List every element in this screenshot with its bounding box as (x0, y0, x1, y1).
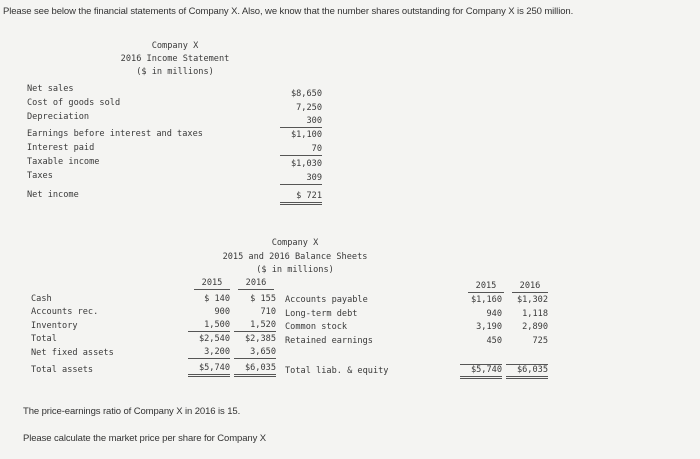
income-value-net-sales: $8,650 (290, 89, 322, 99)
income-label-ebit: Earnings before interest and taxes (27, 129, 203, 139)
asset-2015-cash: $ 140 (204, 294, 230, 304)
asset-2015-total: $2,540 (198, 334, 230, 344)
income-label-taxes: Taxes (27, 171, 53, 181)
income-label-depreciation: Depreciation (27, 112, 90, 122)
liab-2015-long-term-debt: 940 (486, 309, 502, 319)
income-label-net-income: Net income (27, 190, 79, 200)
income-value-ebit: $1,100 (290, 130, 322, 140)
asset-label-net-fixed: Net fixed assets (31, 348, 114, 358)
asset-2015-inventory: 1,500 (188, 320, 230, 332)
income-label-net-sales: Net sales (27, 84, 74, 94)
asset-label-accounts-rec: Accounts rec. (31, 307, 99, 317)
asset-2015-total-assets: $5,740 (188, 363, 230, 377)
balance-header-title: 2015 and 2016 Balance Sheets (222, 252, 368, 262)
asset-2016-accounts-rec: 710 (260, 307, 276, 317)
asset-2016-cash: $ 155 (250, 294, 276, 304)
liab-2016-common-stock: 2,890 (522, 322, 548, 332)
income-value-taxes: 309 (280, 173, 322, 185)
asset-2016-inventory: 1,520 (234, 320, 276, 332)
liab-2016-total: $6,035 (506, 364, 548, 379)
asset-2016-total-assets: $6,035 (234, 363, 276, 377)
liab-label-total: Total liab. & equity (285, 366, 389, 376)
liab-label-long-term-debt: Long-term debt (285, 309, 358, 319)
asset-2016-total: $2,385 (244, 334, 276, 344)
liab-year-2016: 2016 (512, 281, 548, 293)
income-label-interest: Interest paid (27, 143, 95, 153)
asset-label-total-assets: Total assets (31, 365, 94, 375)
income-value-net-income: $ 721 (280, 190, 322, 205)
liab-2015-common-stock: 3,190 (476, 322, 502, 332)
liab-2016-retained-earnings: 725 (532, 336, 548, 346)
income-value-interest: 70 (280, 144, 322, 156)
liab-label-accounts-payable: Accounts payable (285, 295, 368, 305)
liab-2016-long-term-debt: 1,118 (522, 309, 548, 319)
liab-label-common-stock: Common stock (285, 322, 348, 332)
income-header-units: ($ in millions) (136, 67, 214, 77)
asset-label-total: Total (31, 334, 57, 344)
liab-2015-accounts-payable: $1,160 (470, 295, 502, 305)
income-label-taxable: Taxable income (27, 157, 100, 167)
asset-year-2015: 2015 (194, 278, 230, 290)
income-label-cogs: Cost of goods sold (27, 98, 121, 108)
asset-year-2016: 2016 (238, 278, 274, 290)
question-text: Please calculate the market price per share for Company X (23, 433, 267, 444)
liab-label-retained-earnings: Retained earnings (285, 336, 373, 346)
asset-label-cash: Cash (31, 294, 52, 304)
pe-ratio-text: The price-earnings ratio of Company X in 2016 is 15. (23, 406, 241, 417)
income-value-cogs: 7,250 (296, 103, 322, 113)
liab-year-2015: 2015 (468, 281, 504, 293)
income-value-taxable: $1,030 (290, 159, 322, 169)
liab-2016-accounts-payable: $1,302 (516, 295, 548, 305)
asset-label-inventory: Inventory (31, 321, 78, 331)
balance-header-units: ($ in millions) (256, 265, 334, 275)
balance-header-company: Company X (271, 238, 319, 248)
liab-2015-retained-earnings: 450 (486, 336, 502, 346)
intro-text: Please see below the financial statements of Company X. Also, we know that the number shares outstanding for Company X is 250 million. (3, 6, 574, 17)
asset-2016-net-fixed: 3,650 (234, 347, 276, 359)
asset-2015-accounts-rec: 900 (214, 307, 230, 317)
asset-2015-net-fixed: 3,200 (188, 347, 230, 359)
income-value-depreciation: 300 (280, 116, 322, 128)
liab-2015-total: $5,740 (460, 364, 502, 379)
income-header-title: 2016 Income Statement (120, 54, 230, 64)
income-header-company: Company X (151, 41, 199, 51)
